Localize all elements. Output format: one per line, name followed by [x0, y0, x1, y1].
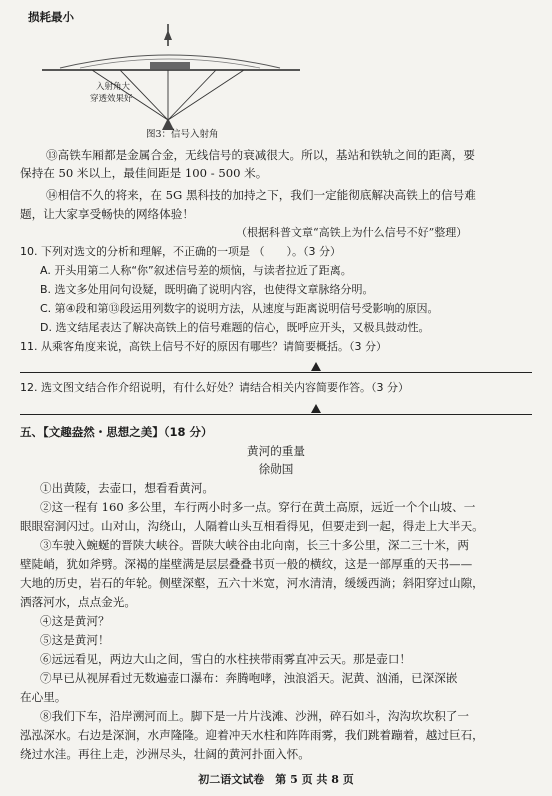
question-10-option-c: C. 第④段和第⑬段运用列数字的说明方法，从速度与距离说明信号受影响的原因。 [40, 302, 439, 315]
source-note: （根据科普文章“高铁上为什么信号不好”整理） [236, 226, 468, 239]
answer-line-11 [20, 372, 532, 373]
figure-label-angle: 入射角大 [96, 82, 131, 92]
answer-marker-12 [311, 404, 321, 413]
question-10-option-a: A. 开头用第二人称“你”叙述信号差的烦恼，与读者拉近了距离。 [40, 264, 352, 277]
question-11: 11. 从乘客角度来说，高铁上信号不好的原因有哪些？请简要概括。（3 分） [20, 340, 387, 353]
paragraph-14-line2: 题，让大家享受畅快的网络体验！ [20, 207, 194, 221]
paragraph-14-line1: ⑭相信不久的将来，在 5G 黑科技的加持之下，我们一定能彻底解决高铁上的信号难 [46, 188, 476, 202]
essay-line: ④这是黄河？ [40, 614, 110, 628]
question-12: 12. 选文图文结合作介绍说明，有什么好处？请结合相关内容简要作答。（3 分） [20, 381, 409, 394]
essay-line: ⑤这是黄河！ [40, 633, 110, 647]
essay-line: ⑧我们下车，沿岸溯河而上。脚下是一片片浅滩、沙洲，碎石如斗，沟沟坎坎积了一 [40, 709, 469, 723]
essay-line: ⑥远远看见，两边大山之间，雪白的水柱挟带雨雾直冲云天。那是壶口！ [40, 652, 412, 666]
paragraph-13-line2: 保持在 50 米以上，最佳间距是 100 - 500 米。 [20, 166, 268, 180]
essay-line: 在心里。 [20, 690, 67, 704]
figure-caption: 图3：信号入射角 [146, 129, 219, 140]
paragraph-13-line1: ⑬高铁车厢都是金属合金，无线信号的衰减很大。所以，基站和铁轨之间的距离，要 [46, 148, 475, 162]
essay-line: 泓泓深水。右边是深涧，水声隆隆。迎着冲天水柱和阵阵雨雾，我们跳着蹦着，越过巨石， [20, 728, 484, 742]
figure-top-label: 损耗最小 [28, 10, 74, 24]
question-10-option-b: B. 选文多处用问句设疑，既明确了说明内容，也使得文章脉络分明。 [40, 283, 374, 296]
essay-line: 眼眼窑洞闪过。山对山，沟绕山，人隔着山头互相看得见，但要走到一起，得走上大半天。 [20, 519, 484, 533]
question-10: 10. 下列对选文的分析和理解，不正确的一项是 （ ）。（3 分） [20, 245, 341, 258]
essay-line: ③车驶入蜿蜒的晋陕大峡谷。晋陕大峡谷由北向南，长三十多公里，深二三十米，两 [40, 538, 469, 552]
page-footer: 初二语文试卷 第 5 页 共 8 页 [198, 773, 354, 786]
signal-incidence-diagram [0, 20, 552, 140]
figure-label-penetration: 穿透效果好 [90, 94, 133, 104]
essay-line: ⑦早已从视屏看过无数遍壶口瀑布：奔腾咆哮，浊浪滔天。泥黄、汹涌，已深深嵌 [40, 671, 458, 685]
essay-author: 徐勋国 [258, 462, 294, 476]
question-10-option-d: D. 选文结尾表达了解决高铁上的信号难题的信心，既呼应开头，又极具鼓动性。 [40, 321, 430, 334]
essay-line: 大地的历史，岩石的年轮。侧壁深壑，五六十米宽，河水清清，缓缓西淌；斜阳穿过山隙， [20, 576, 484, 590]
essay-line: ②这一程有 160 多公里，车行两小时多一点。穿行在黄土高原，远近一个个山坡、一 [40, 500, 476, 514]
signal-figure [0, 0, 552, 140]
section-5-heading: 五、【文趣盎然・思想之美】（18 分） [20, 425, 213, 439]
answer-line-12 [20, 414, 532, 415]
essay-title: 黄河的重量 [247, 444, 305, 458]
essay-line: 绕过水洼。再往上走，沙洲尽头，壮阔的黄河扑面入怀。 [20, 747, 310, 761]
essay-line: 洒落河水，点点金光。 [20, 595, 136, 609]
essay-line: ①出黄陵，去壶口，想看看黄河。 [40, 481, 214, 495]
essay-line: 壁陡峭，犹如斧劈。深褐的崖壁满是层层叠叠书页一般的横纹，这是一部厚重的天书—— [20, 557, 473, 571]
answer-marker-11 [311, 362, 321, 371]
